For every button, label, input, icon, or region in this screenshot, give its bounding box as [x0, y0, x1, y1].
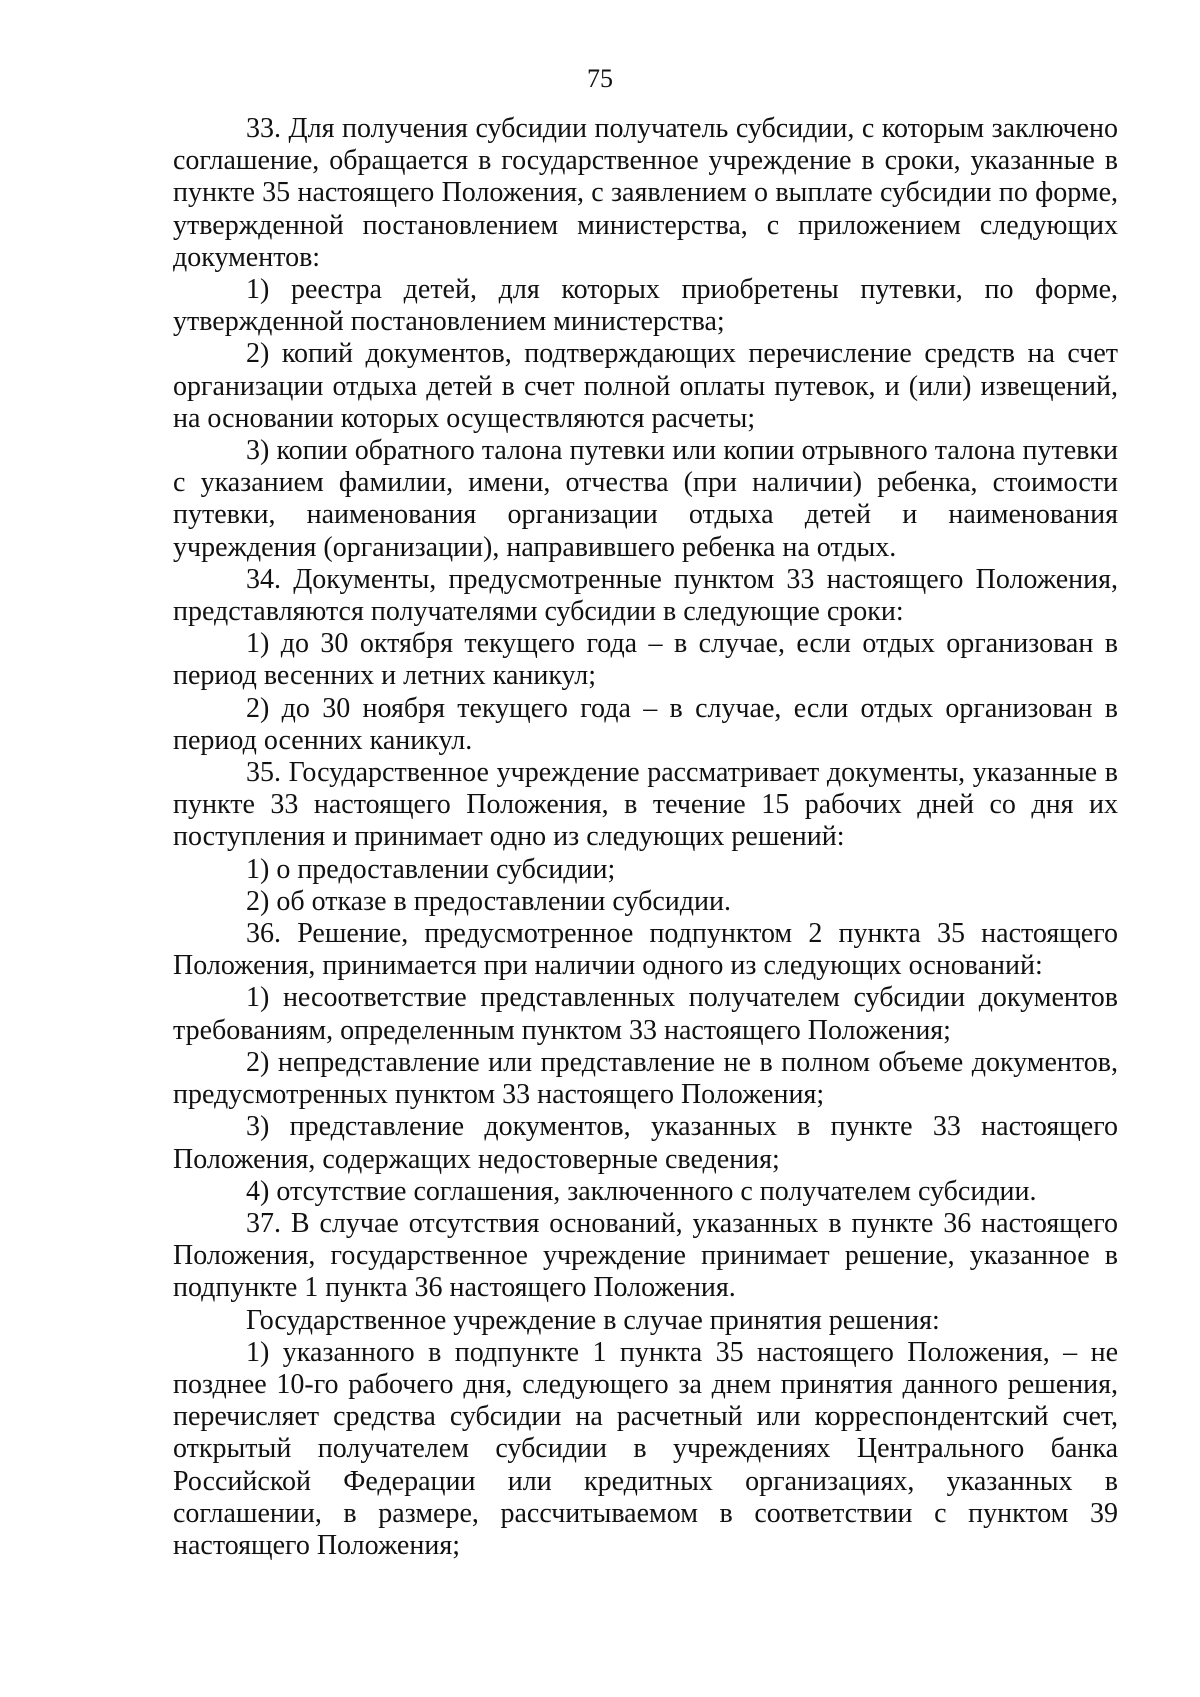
paragraph-34-item-1: 1) до 30 октября текущего года – в случае, если отдых организован в период весенних и летних каникул;	[173, 628, 1118, 692]
paragraph-35-item-1: 1) о предоставлении субсидии;	[246, 853, 616, 885]
paragraph-36-item-1: 1) несоответствие представленных получателем субсидии документов требованиям, определенным пунктом 33 настоящего Положения;	[173, 982, 1118, 1046]
document-body	[173, 113, 1118, 1562]
paragraph-33-item-2: 2) копий документов, подтверждающих перечисление средств на счет организации отдыха детей в счет полной оплаты путевок, и (или) извещений, на основании которых осуществляются расчеты;	[173, 338, 1118, 434]
paragraph-37-lead: Государственное учреждение в случае принятия решения:	[246, 1304, 940, 1336]
paragraph-34: 34. Документы, предусмотренные пунктом 33 настоящего Положения, представляются получателями субсидии в следующие сроки:	[173, 563, 1118, 628]
paragraph-34-item-2: 2) до 30 ноября текущего года – в случае, если отдых организован в период осенних каникул.	[173, 692, 1118, 756]
paragraph-36: 36. Решение, предусмотренное подпунктом 2 пункта 35 настоящего Положения, принимается при наличии одного из следующих оснований:	[173, 918, 1118, 982]
paragraph-35: 35. Государственное учреждение рассматривает документы, указанные в пункте 33 настоящего Положения, в течение 15 рабочих дней со дня их поступления и принимает одно из следующих решений:	[173, 757, 1118, 853]
paragraph-37-item-1: 1) указанного в подпункте 1 пункта 35 настоящего Положения, – не позднее 10-го рабочего дня, следующего за днем принятия данного решения, перечисляет средства субсидии на расчетный или корреспондентский счет, открытый получателем субсидии в учреждениях Центрального банка Российской Федерации или кредитных организациях, указанных в соглашении, в размере, рассчитываемом в соответствии с пунктом 39 настоящего Положения;	[173, 1336, 1118, 1561]
paragraph-36-item-3: 3) представление документов, указанных в пункте 33 настоящего Положения, содержащих недостоверные сведения;	[173, 1111, 1118, 1175]
page-number: 75	[587, 64, 613, 93]
paragraph-33-item-3: 3) копии обратного талона путевки или копии отрывного талона путевки с указанием фамилии, имени, отчества (при наличии) ребенка, стоимости путевки, наименования организации отдыха детей и наименования учреждения (организации), направившего ребенка на отдых.	[173, 435, 1118, 563]
paragraph-35-item-2: 2) об отказе в предоставлении субсидии.	[246, 885, 731, 917]
paragraph-36-item-4: 4) отсутствие соглашения, заключенного с получателем субсидии.	[246, 1175, 1037, 1207]
paragraph-33-item-1: 1) реестра детей, для которых приобретены путевки, по форме, утвержденной постановлением министерства;	[173, 274, 1118, 338]
paragraph-36-item-2: 2) непредставление или представление не в полном объеме документов, предусмотренных пунктом 33 настоящего Положения;	[173, 1046, 1118, 1111]
paragraph-33: 33. Для получения субсидии получатель субсидии, с которым заключено соглашение, обращается в государственное учреждение в сроки, указанные в пункте 35 настоящего Положения, с заявлением о выплате субсидии по форме, утвержденной постановлением министерства, с приложением следующих документов:	[173, 113, 1118, 273]
paragraph-37: 37. В случае отсутствия оснований, указанных в пункте 36 настоящего Положения, государственное учреждение принимает решение, указанное в подпункте 1 пункта 36 настоящего Положения.	[173, 1207, 1118, 1304]
